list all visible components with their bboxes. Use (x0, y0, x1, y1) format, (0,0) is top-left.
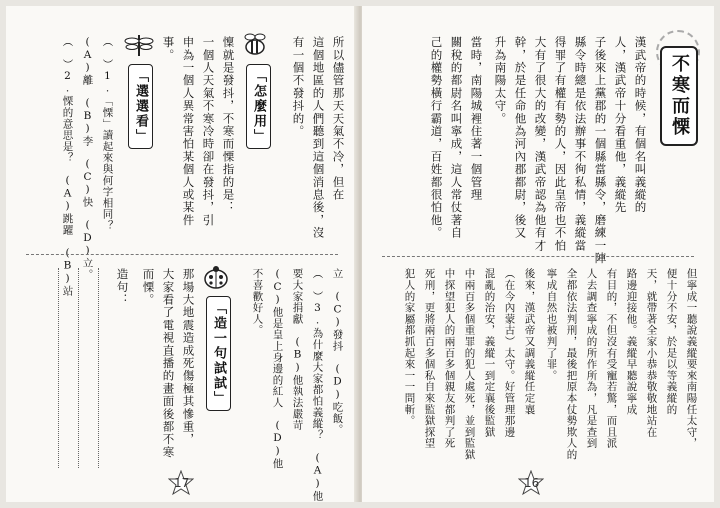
q3-col-1: 立 (C)發抖 (D)吃飯。 (331, 268, 344, 436)
make-sentence-label: 造句： (115, 268, 130, 307)
story-col-2: 人，漢武帝十分看重他，義縱先 (613, 36, 628, 214)
try-col-2: 大家看了電視直播的畫面後都不寒 (161, 268, 176, 459)
writing-line-1[interactable] (98, 268, 99, 468)
choose-col-2: (A)離 (B)李 (C)快 (D)立。 (81, 36, 94, 280)
bottom-col-9: 後來，漢武帝又調義縱任定襄 (523, 268, 536, 415)
page-16 (362, 6, 714, 502)
try-label: 「造一句試試」 (206, 296, 231, 411)
how-col-1: 懍就是發抖，不寒而慄指的是： (221, 36, 236, 214)
choose-label: 「選選看」 (128, 64, 153, 149)
ladybug-icon (202, 264, 230, 290)
page-17 (6, 6, 358, 502)
bottom-col-2: 便十分不安，於是以等義縱的 (665, 268, 678, 415)
story-col-10: 關稅的都尉名叫寧成，這人常仗著自 (449, 36, 464, 240)
q3-col-3: 要大家捐獻 (B)他執法嚴苛 (291, 268, 304, 431)
q3-col-2: （ ）3.為什麼大家都怕義縱？ (A)他 (311, 268, 324, 502)
page-number-16: 16 (524, 476, 540, 490)
story-col-6: 大有了很大的改變，漢武帝認為他有才 (533, 36, 548, 252)
bottom-col-7: 全都依法判刑，最後把原本仗勢欺人的 (565, 268, 578, 461)
story-col-7: 幹，於是任命他為河內郡都尉，後又 (513, 36, 528, 240)
bottom-col-10: （在今內蒙古）太守。好管理那邊 (503, 268, 516, 438)
intro-col-3: 有一個不發抖的。 (291, 36, 306, 138)
try-col-3: 而慄。 (141, 268, 156, 307)
how-to-use-label: 「怎麼用」 (246, 64, 271, 149)
how-col-4: 事。 (161, 36, 176, 62)
section-divider (26, 254, 338, 255)
bottom-col-4: 路邊迎接他。義縱早聽說寧成 (625, 268, 638, 415)
q3-col-5: 不喜歡好人。 (251, 268, 264, 336)
bottom-col-12: 中兩百多個重罪的犯人處死，並到監獄 (463, 268, 476, 461)
choose-col-3: （ ）2.慄的意思是？ (A)跳躍 (B)站 (61, 36, 74, 297)
choose-col-1: （ ）1.「慄」讀起來與何字相同？ (101, 36, 114, 232)
bottom-col-6: 人去調查寧成的所作所為，凡是查到 (585, 268, 598, 449)
story-col-9: 當時，南陽城裡住著一個管理 (469, 36, 484, 202)
intro-col-1: 所以儘管那天天氣不冷，但在 (331, 36, 346, 202)
q3-col-4: (C)他是皇上身邊的紅人 (D)他 (271, 268, 284, 470)
page-number-17: 17 (174, 476, 190, 490)
story-col-5: 得罪了有權有勢的人，因此皇帝也不怕 (553, 36, 568, 252)
bottom-col-3: 天，就帶著全家小恭恭敬敬地站在 (645, 268, 658, 438)
story-col-1: 漢武帝的時候，有個名叫義縱的 (633, 36, 648, 214)
try-col-1: 那場大地震造成死傷極其慘重， (181, 268, 196, 446)
writing-line-2[interactable] (78, 268, 79, 468)
story-col-11: 己的權勢橫行霸道，百姓都很怕他。 (429, 36, 444, 240)
story-divider (382, 256, 694, 257)
dragonfly-icon (124, 32, 154, 58)
bottom-col-15: 犯人的家屬都抓起來一一問斬。 (403, 268, 416, 427)
intro-col-2: 這個地區的人們聽到這個消息後，沒 (311, 36, 326, 240)
bottom-col-13: 中探望犯人的兩百多個親友都判了死 (443, 268, 456, 449)
how-col-2: 一個人天氣不寒冷時卻在發抖，引 (201, 36, 216, 227)
bottom-col-8: 寧成自然也被判了罪。 (545, 268, 558, 381)
story-col-8: 升為南陽太守。 (493, 36, 508, 125)
how-col-3: 申為一個人異常害怕某個人或某件 (181, 36, 196, 227)
bottom-col-14: 死刑，更將兩百多個私自來監獄探望 (423, 268, 436, 449)
writing-line-3[interactable] (58, 268, 59, 468)
story-col-4: 縣令時總是依法辦事不徇私情，義縱當 (573, 36, 588, 252)
bottom-col-11: 混亂的治安，義縱一到定襄後監獄 (483, 268, 496, 438)
idiom-title: 不寒而慄 (660, 46, 698, 146)
bottom-col-5: 有目的，不但沒有受寵若驚，而且派 (605, 268, 618, 449)
bottom-col-1: 但寧成一聽說義縱要來南陽任太守， (685, 268, 698, 449)
bee-icon (240, 32, 270, 58)
story-col-3: 子後來上黨郡的一個縣當縣令，磨練一陣 (593, 36, 608, 265)
